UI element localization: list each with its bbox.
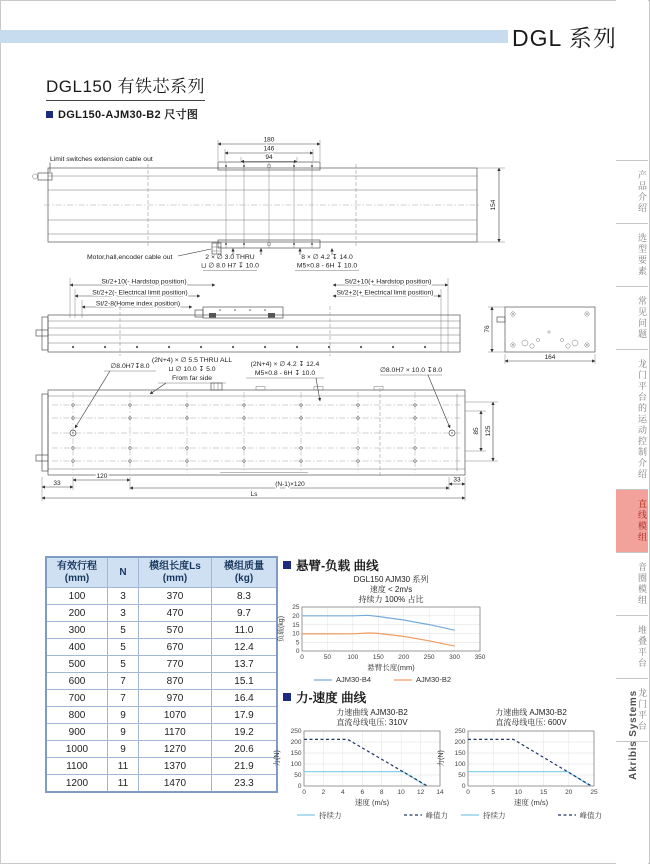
sidebar-tab[interactable]: 音圈模组 bbox=[616, 552, 648, 615]
table-cell: 500 bbox=[46, 656, 108, 673]
chart-title-line: 直流母线电压: 600V bbox=[495, 717, 567, 727]
table-cell: 100 bbox=[46, 588, 108, 605]
x-axis-label: 速度 (m/s) bbox=[513, 797, 549, 807]
drawing-side-view bbox=[36, 278, 595, 364]
table-cell: 23.3 bbox=[212, 775, 278, 793]
dim-154: 154 bbox=[490, 199, 497, 211]
sidebar-tab[interactable]: 龙门平台 bbox=[616, 678, 648, 741]
dim-180: 180 bbox=[263, 136, 275, 144]
table-cell: 3 bbox=[108, 605, 139, 622]
svg-text:20: 20 bbox=[565, 788, 573, 796]
sidebar-tab[interactable]: 选型要素 bbox=[616, 223, 648, 286]
label-st-pos-electrical: St/2+2(+ Electrical limit position) bbox=[336, 289, 434, 297]
table-cell: 9 bbox=[108, 724, 139, 741]
svg-text:0: 0 bbox=[300, 654, 304, 662]
svg-text:100: 100 bbox=[454, 760, 466, 768]
drawing-top-view bbox=[33, 137, 506, 271]
table-cell: 12.4 bbox=[212, 639, 278, 656]
table-cell: 1070 bbox=[139, 707, 212, 724]
label-hole-b1: 8 × ∅ 4.2 ↧ 14.0 bbox=[301, 254, 353, 261]
legend-item: 持续力 bbox=[483, 810, 506, 820]
svg-text:200: 200 bbox=[398, 654, 410, 662]
x-axis-label: 速度 (m/s) bbox=[354, 797, 390, 807]
table-cell: 9 bbox=[108, 707, 139, 724]
svg-text:25: 25 bbox=[292, 604, 300, 612]
dim-ls: Ls bbox=[250, 491, 258, 498]
label-pin-left: ∅8.0H7↧8.0 bbox=[110, 363, 150, 370]
table-cell: 5 bbox=[108, 622, 139, 639]
chart-legend bbox=[272, 810, 448, 821]
bullet-square-icon bbox=[46, 111, 53, 118]
spec-table bbox=[45, 556, 278, 793]
dim-n-1-x120: (N-1)×120 bbox=[275, 481, 305, 488]
dim-76: 76 bbox=[484, 325, 491, 333]
label-hole-d2: M5×0.8 - 6H ↧ 10.0 bbox=[254, 370, 316, 377]
spec-table-body bbox=[46, 588, 277, 793]
svg-text:150: 150 bbox=[454, 749, 466, 757]
chart-plot bbox=[272, 728, 448, 799]
svg-text:0: 0 bbox=[302, 788, 306, 796]
table-cell: 17.9 bbox=[212, 707, 278, 724]
svg-text:200: 200 bbox=[290, 738, 302, 746]
dim-120: 120 bbox=[96, 473, 108, 480]
table-cell: 970 bbox=[139, 690, 212, 707]
table-row bbox=[46, 588, 277, 605]
series-持续力 bbox=[468, 771, 591, 785]
svg-text:250: 250 bbox=[454, 727, 466, 735]
table-cell: 5 bbox=[108, 656, 139, 673]
brand-vertical-text: Akribis Systems bbox=[628, 690, 639, 780]
table-cell: 5 bbox=[108, 639, 139, 656]
svg-text:300: 300 bbox=[449, 654, 461, 662]
table-cell: 7 bbox=[108, 690, 139, 707]
svg-text:250: 250 bbox=[290, 727, 302, 735]
sidebar-tab[interactable]: 常见问题 bbox=[616, 286, 648, 349]
table-cell: 800 bbox=[46, 707, 108, 724]
svg-text:150: 150 bbox=[372, 654, 384, 662]
chart-title-line: 直流母线电压: 310V bbox=[336, 717, 408, 727]
table-row bbox=[46, 622, 277, 639]
table-row bbox=[46, 775, 277, 793]
table-cell: 1470 bbox=[139, 775, 212, 793]
table-cell: 1100 bbox=[46, 758, 108, 775]
svg-text:12: 12 bbox=[416, 788, 425, 796]
svg-text:5: 5 bbox=[295, 639, 300, 647]
label-hole-d1: (2N+4) × ∅ 4.2 ↧ 12.4 bbox=[250, 361, 320, 368]
chart-plot bbox=[276, 604, 488, 664]
label-hole-b2: M5×0.8 - 6H ↧ 10.0 bbox=[296, 262, 358, 270]
svg-text:100: 100 bbox=[290, 760, 302, 768]
sidebar-tab[interactable]: 产品介绍 bbox=[616, 160, 648, 223]
table-row bbox=[46, 639, 277, 656]
chart-title-line: 力速曲线 AJM30-B2 bbox=[495, 708, 567, 717]
header-band-left bbox=[0, 30, 512, 43]
table-cell: 19.2 bbox=[212, 724, 278, 741]
svg-text:4: 4 bbox=[341, 788, 345, 796]
y-axis-label: 力(N) bbox=[274, 749, 281, 767]
dim-164: 164 bbox=[544, 354, 556, 361]
table-row bbox=[46, 656, 277, 673]
table-cell: 200 bbox=[46, 605, 108, 622]
table-cell: 11.0 bbox=[212, 622, 278, 639]
page-title: DGL 系列 bbox=[508, 20, 628, 53]
table-cell: 13.7 bbox=[212, 656, 278, 673]
table-cell: 300 bbox=[46, 622, 108, 639]
svg-text:14: 14 bbox=[436, 788, 444, 796]
table-cell: 11 bbox=[108, 775, 139, 793]
table-cell: 570 bbox=[139, 622, 212, 639]
table-cell: 9.7 bbox=[212, 605, 278, 622]
table-cell: 1370 bbox=[139, 758, 212, 775]
svg-text:20: 20 bbox=[292, 613, 300, 621]
svg-text:0: 0 bbox=[466, 788, 470, 796]
chart-legend bbox=[436, 810, 602, 821]
svg-text:100: 100 bbox=[347, 654, 359, 662]
label-hole-a1: 2 × ∅ 3.0 THRU bbox=[205, 254, 255, 261]
force-speed-chart-310v bbox=[272, 708, 452, 821]
table-cell: 20.6 bbox=[212, 741, 278, 758]
label-st-home-index: St/2-8(Home index position) bbox=[95, 300, 181, 308]
dim-33-left: 33 bbox=[53, 480, 61, 487]
y-axis-label: 负载(kg) bbox=[278, 616, 285, 643]
chart-title-line: 速度 < 2m/s bbox=[369, 584, 413, 594]
table-row bbox=[46, 673, 277, 690]
svg-text:2: 2 bbox=[321, 788, 326, 796]
table-cell: 900 bbox=[46, 724, 108, 741]
cantilever-load-chart bbox=[276, 575, 588, 684]
x-axis-label: 悬臂长度(mm) bbox=[367, 663, 415, 673]
table-row bbox=[46, 741, 277, 758]
dim-146: 146 bbox=[263, 145, 275, 153]
sidebar-tabs bbox=[616, 160, 648, 742]
sidebar-tab[interactable]: 堆叠平台 bbox=[616, 615, 648, 678]
spec-col-header: N bbox=[108, 557, 139, 588]
series-title: DGL150 有铁芯系列 bbox=[46, 72, 205, 101]
svg-text:25: 25 bbox=[590, 788, 598, 796]
table-cell: 770 bbox=[139, 656, 212, 673]
force-section-heading: 力-速度 曲线 bbox=[283, 688, 366, 706]
table-cell: 700 bbox=[46, 690, 108, 707]
force-speed-chart-600v bbox=[436, 708, 611, 821]
dim-33-right: 33 bbox=[453, 476, 461, 484]
table-cell: 16.4 bbox=[212, 690, 278, 707]
sidebar-tab[interactable]: 直线模组 bbox=[616, 489, 648, 552]
svg-text:0: 0 bbox=[295, 648, 300, 656]
spec-col-header: 有效行程 (mm) bbox=[46, 557, 108, 588]
svg-text:15: 15 bbox=[292, 622, 300, 630]
spec-table-header-row bbox=[46, 557, 277, 588]
svg-text:150: 150 bbox=[290, 749, 302, 757]
label-st-neg-electrical: St/2+2(- Electrical limit position) bbox=[92, 289, 188, 297]
y-axis-label: 力(N) bbox=[438, 749, 445, 767]
label-hole-c1: (2N+4) × ∅ 5.5 THRU ALL bbox=[151, 357, 233, 364]
table-cell: 470 bbox=[139, 605, 212, 622]
chart-plot bbox=[436, 728, 602, 799]
table-cell: 870 bbox=[139, 673, 212, 690]
legend-item: 持续力 bbox=[319, 810, 342, 820]
table-cell: 670 bbox=[139, 639, 212, 656]
label-hole-c2: ⊔ ∅ 10.0 ↧ 5.0 bbox=[168, 366, 216, 373]
table-cell: 8.3 bbox=[212, 588, 278, 605]
table-row bbox=[46, 707, 277, 724]
legend-item: AJM30-B4 bbox=[335, 675, 371, 685]
legend-item: AJM30-B2 bbox=[416, 675, 452, 685]
legend-item: 峰值力 bbox=[425, 810, 448, 820]
dimension-figure-heading: DGL150-AJM30-B2 尺寸图 bbox=[46, 106, 198, 122]
svg-text:50: 50 bbox=[294, 771, 302, 779]
cantilever-section-heading: 悬臂-负载 曲线 bbox=[283, 556, 379, 574]
drawing-bottom-view bbox=[36, 357, 498, 501]
label-st-neg-hardstop: St/2+10(- Hardstop position) bbox=[101, 278, 187, 286]
table-cell: 600 bbox=[46, 673, 108, 690]
label-hole-a2: ⊔ ∅ 8.0 H7 ↧ 10.0 bbox=[201, 262, 259, 270]
label-limit-switch-cable: Limit switches extension cable out bbox=[50, 156, 153, 163]
label-st-pos-hardstop: St/2+10(+ Hardstop position) bbox=[344, 278, 432, 286]
table-cell: 3 bbox=[108, 588, 139, 605]
table-cell: 15.1 bbox=[212, 673, 278, 690]
series-峰值力 bbox=[468, 739, 592, 786]
table-row bbox=[46, 758, 277, 775]
table-cell: 1200 bbox=[46, 775, 108, 793]
label-hole-c3: From far side bbox=[171, 375, 213, 382]
spec-col-header: 模组长度Ls (mm) bbox=[139, 557, 212, 588]
svg-text:5: 5 bbox=[491, 788, 496, 796]
table-row bbox=[46, 690, 277, 707]
spec-col-header: 模组质量 (kg) bbox=[212, 557, 278, 588]
svg-text:250: 250 bbox=[423, 654, 435, 662]
dim-94: 94 bbox=[265, 154, 273, 161]
series-持续力 bbox=[304, 771, 426, 785]
table-cell: 400 bbox=[46, 639, 108, 656]
chart-legend bbox=[276, 675, 488, 684]
svg-text:50: 50 bbox=[458, 771, 466, 779]
spec-table-head bbox=[46, 557, 277, 588]
svg-text:15: 15 bbox=[539, 788, 548, 796]
legend-item: 峰值力 bbox=[579, 810, 602, 820]
bullet-square-icon bbox=[283, 693, 291, 701]
label-motor-cable: Motor,hall,encoder cable out bbox=[87, 254, 173, 261]
table-row bbox=[46, 724, 277, 741]
chart-title-line: DGL150 AJM30 系列 bbox=[353, 575, 429, 584]
dim-85: 85 bbox=[473, 427, 480, 435]
svg-text:0: 0 bbox=[297, 782, 302, 790]
svg-text:350: 350 bbox=[474, 654, 486, 662]
table-cell: 1000 bbox=[46, 741, 108, 758]
svg-text:50: 50 bbox=[323, 654, 332, 662]
table-cell: 9 bbox=[108, 741, 139, 758]
table-row bbox=[46, 605, 277, 622]
series-峰值力 bbox=[304, 739, 427, 786]
table-cell: 11 bbox=[108, 758, 139, 775]
table-cell: 1170 bbox=[139, 724, 212, 741]
table-cell: 7 bbox=[108, 673, 139, 690]
table-cell: 370 bbox=[139, 588, 212, 605]
sidebar-tab[interactable]: 龙门平台的运动控制介绍 bbox=[616, 349, 648, 489]
chart-title-line: 持续力 100% 占比 bbox=[358, 594, 424, 604]
label-pin-right: ∅8.0H7 × 10.0 ↧8.0 bbox=[379, 367, 443, 374]
svg-text:10: 10 bbox=[292, 630, 300, 638]
sidebar bbox=[616, 0, 648, 864]
dimension-drawing bbox=[28, 128, 613, 540]
svg-text:10: 10 bbox=[397, 788, 405, 796]
svg-text:6: 6 bbox=[360, 788, 365, 796]
svg-text:200: 200 bbox=[454, 738, 466, 746]
svg-text:0: 0 bbox=[461, 782, 466, 790]
bullet-square-icon bbox=[283, 561, 291, 569]
dim-125: 125 bbox=[485, 425, 492, 437]
table-cell: 21.9 bbox=[212, 758, 278, 775]
chart-title-line: 力速曲线 AJM30-B2 bbox=[336, 708, 408, 717]
svg-text:10: 10 bbox=[514, 788, 523, 796]
table-cell: 1270 bbox=[139, 741, 212, 758]
svg-text:8: 8 bbox=[379, 788, 384, 796]
